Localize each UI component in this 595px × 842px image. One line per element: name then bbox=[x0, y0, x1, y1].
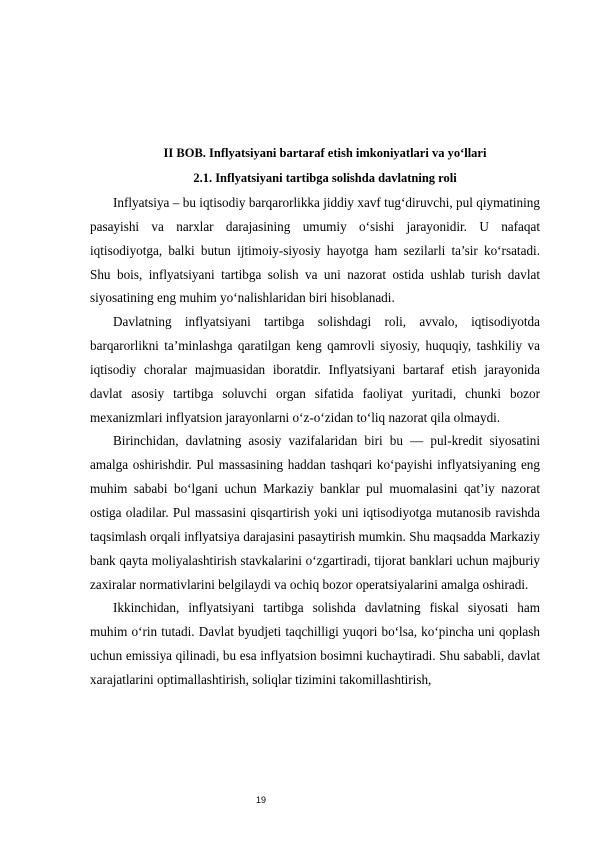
page-number: 19 bbox=[256, 795, 267, 805]
paragraph-3: Birinchidan, davlatning asosiy vazifalaridan biri bu — pul-kredit siyosatini amalga oshirishdir. Pul massasining haddan tashqari ko‘payishi inflyatsiyaning eng muhim sababi bo‘lgani uchun Markaziy banklar pul muomalasini qat’iy nazorat ostiga oladilar. Pul massasini qisqartirish yoki uni iqtisodiyotga mutanosib ravishda taqsimlash orqali inflyatsiya darajasini pasaytirish mumkin. Shu maqsadda Markaziy bank qayta moliyalashtirish stavkalarini o‘zgartiradi, tijorat banklari uchun majburiy zaxiralar normativlarini belgilaydi va ochiq bozor operatsiyalarini amalga oshiradi. bbox=[90, 433, 540, 592]
paragraph-2: Davlatning inflyatsiyani tartibga solishdagi roli, avvalo, iqtisodiyotda barqarorlikni ta’minlashga qaratilgan keng qamrovli siyosiy, huquqiy, tashkiliy va iqtisodiy choralar majmuasidan iboratdir. Inflyatsiyani bartaraf etish jarayonida davlat asosiy tartibga soluvchi organ sifatida faoliyat yuritadi, chunki bozor mexanizmlari inflyatsion jarayonlarni o‘z-o‘zidan to‘liq nazorat qila olmaydi. bbox=[90, 314, 540, 425]
body-text bbox=[90, 191, 540, 692]
paragraph-1: Inflyatsiya – bu iqtisodiy barqarorlikka jiddiy xavf tug‘diruvchi, pul qiymatining pasayishi va narxlar darajasining umumiy o‘sishi jarayonidir. U nafaqat iqtisodiyotga, balki butun ijtimoiy-siyosiy hayotga ham sezilarli ta’sir ko‘rsatadi. Shu bois, inflyatsiyani tartibga solish va uni nazorat ostida ushlab turish davlat siyosatining eng muhim yo‘nalishlaridan biri hisoblanadi. bbox=[90, 195, 540, 306]
chapter-title: II BOB. Inflyatsiyani bartaraf etish imkoniyatlari va yo‘llari bbox=[163, 146, 487, 160]
section-title: 2.1. Inflyatsiyani tartibga solishda davlatning roli bbox=[193, 171, 457, 185]
paragraph-4: Ikkinchidan, inflyatsiyani tartibga solishda davlatning fiskal siyosati ham muhim o‘rin tutadi. Davlat byudjeti taqchilligi yuqori bo‘lsa, ko‘pincha uni qoplash uchun emissiya qilinadi, bu esa inflyatsion bosimni kuchaytiradi. Shu sababli, davlat xarajatlarini optimallashtirish, soliqlar tizimini takomillashtirish, bbox=[90, 600, 540, 687]
